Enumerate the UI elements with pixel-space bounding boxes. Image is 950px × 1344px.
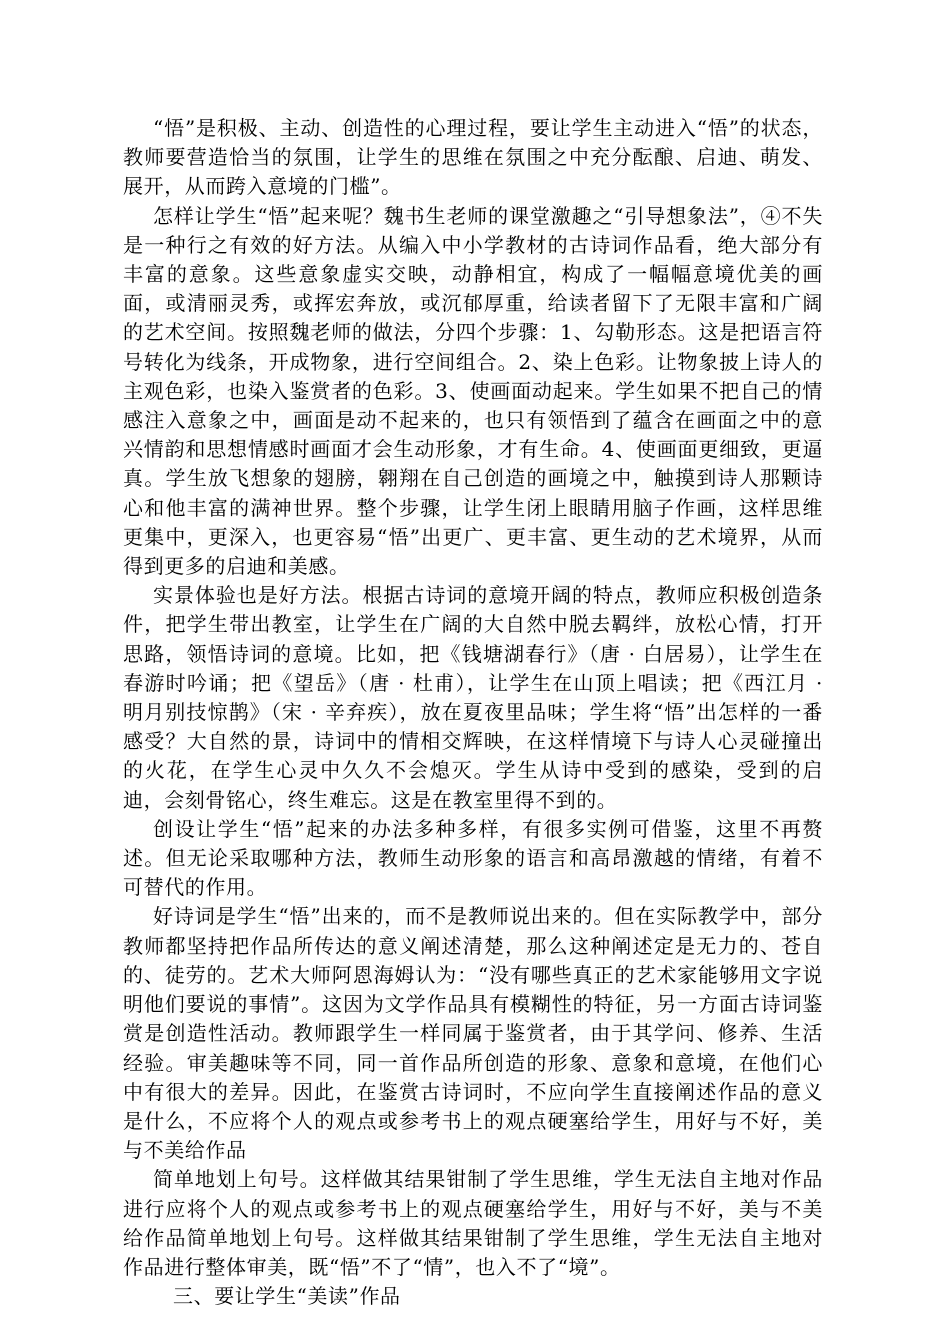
paragraph-6: 简单地划上句号。这样做其结果钳制了学生思维，学生无法自主地对作品进行应将个人的观点或参考书上的观点硬塞给学生，用好与不好，美与不美给作品简单地划上句号。这样做其结果钳制了学生思维，学生无法自主地对作品进行整体审美，既“悟”不了“情”，也入不了“境”。 (123, 1167, 823, 1279)
document-body (123, 114, 823, 1311)
paragraph-5: 好诗词是学生“悟”出来的，而不是教师说出来的。但在实际教学中，部分教师都坚持把作品所传达的意义阐述清楚，那么这种阐述定是无力的、苍自的、徒劳的。艺术大师阿恩海姆认为：“没有哪些真正的艺术家能够用文字说明他们要说的事情”。这因为文学作品具有模糊性的特征，另一方面古诗词鉴赏是创造性活动。教师跟学生一样同属于鉴赏者，由于其学问、修养、生活经验。审美趣味等不同，同一首作品所创造的形象、意象和意境，在他们心中有很大的差异。因此，在鉴赏古诗词时，不应向学生直接阐述作品的意义是什么，不应将个人的观点或参考书上的观点硬塞给学生，用好与不好，美与不美给作品 (123, 904, 823, 1163)
paragraph-2: 怎样让学生“悟”起来呢？魏书生老师的课堂激趣之“引导想象法”，④不失是一种行之有效的好方法。从编入中小学教材的古诗词作品看，绝大部分有丰富的意象。这些意象虚实交映，动静相宜，构成了一幅幅意境优美的画面，或清丽灵秀，或挥宏奔放，或沉郁厚重，给读者留下了无限丰富和广阔的艺术空间。按照魏老师的做法，分四个步骤：1、勾勒形态。这是把语言符号转化为线条，开成物象，进行空间组合。2、染上色彩。让物象披上诗人的主观色彩，也染入鉴赏者的色彩。3、使画面动起来。学生如果不把自己的情感注入意象之中，画面是动不起来的，也只有领悟到了蕴含在画面之中的意兴情韵和思想情感时画面才会生动形象，才有生命。4、使画面更细致，更逼真。学生放飞想象的翅膀，翱翔在自己创造的画境之中，触摸到诗人那颗诗心和他丰富的满神世界。整个步骤，让学生闭上眼睛用脑子作画，这样思维更集中，更深入，也更容易“悟”出更广、更丰富、更生动的艺术境界，从而得到更多的启迪和美感。 (123, 203, 823, 579)
paragraph-1: “悟”是积极、主动、创造性的心理过程，要让学生主动进入“悟”的状态，教师要营造恰当的氛围，让学生的思维在氛围之中充分酝酿、启迪、萌发、展开，从而跨入意境的门槛”。 (123, 116, 823, 199)
paragraph-3: 实景体验也是好方法。根据古诗词的意境开阔的特点，教师应积极创造条件，把学生带出教室，让学生在广阔的大自然中脱去羁绊，放松心情，打开思路，领悟诗词的意境。比如，把《钱塘湖春行》（唐 · 白居易），让学生在春游时吟诵；把《望岳》（唐 · 杜甫），让学生在山顶上唱读；把《西江月 · 明月别技惊鹊》（宋 · 辛弃疾），放在夏夜里品味；学生将“悟”出怎样的一番感受？大自然的景，诗词中的情相交辉映，在这样情境下与诗人心灵碰撞出的火花，在学生心灵中久久不会熄灭。学生从诗中受到的感染，受到的启迪，会刻骨铭心，终生难忘。这是在教室里得不到的。 (123, 583, 823, 812)
section-heading: 三、要让学生“美读”作品 (173, 1284, 401, 1309)
paragraph-4: 创设让学生“悟”起来的办法多种多样，有很多实例可借鉴，这里不再赘述。但无论采取哪种方法，教师生动形象的语言和高昂激越的情绪，有着不可替代的作用。 (123, 816, 823, 900)
